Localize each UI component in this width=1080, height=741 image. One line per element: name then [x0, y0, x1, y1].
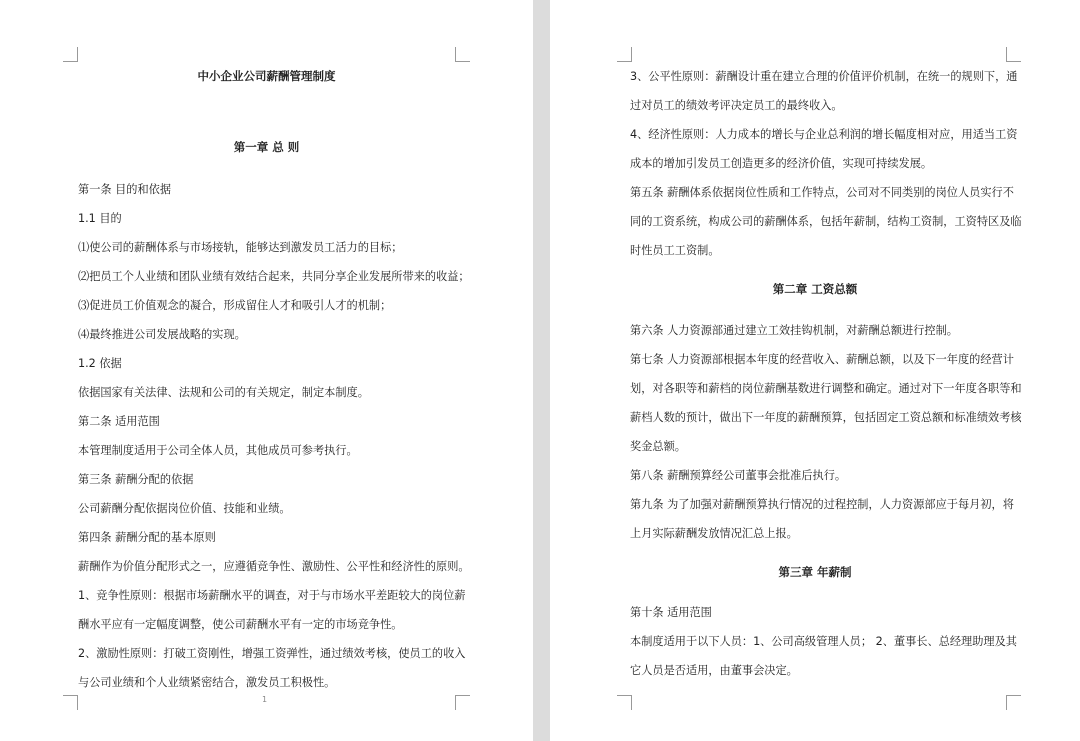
paragraph-line: 第十条 适用范围	[630, 606, 712, 619]
paragraph-line: 第九条 为了加强对薪酬预算执行情况的过程控制，人力资源部应于每月初，将	[630, 498, 1014, 511]
paragraph-line: 第六条 人力资源部通过建立工效挂钩机制，对薪酬总额进行控制。	[630, 324, 958, 337]
document-page-1	[0, 0, 533, 741]
page-number: 1	[262, 695, 268, 704]
paragraph-line: 本制度适用于以下人员：1、公司高级管理人员； 2、董事长、总经理助理及其	[630, 635, 1017, 648]
paragraph-line: 依据国家有关法律、法规和公司的有关规定，制定本制度。	[78, 386, 369, 399]
margin-corner-bottom-left	[63, 695, 78, 710]
paragraph-line: 第五条 薪酬体系依据岗位性质和工作特点，公司对不同类别的岗位人员实行不	[630, 186, 1014, 199]
paragraph-line: 薪酬作为价值分配形式之一，应遵循竞争性、激励性、公平性和经济性的原则。	[78, 560, 470, 573]
paragraph-line: 第七条 人力资源部根据本年度的经营收入、薪酬总额，以及下一年度的经营计	[630, 353, 1014, 366]
paragraph-line: 第八条 薪酬预算经公司董事会批准后执行。	[630, 469, 847, 482]
margin-corner-top-left	[63, 47, 78, 62]
paragraph-line: 1.2 依据	[78, 357, 122, 370]
margin-corner-top-right	[1006, 47, 1021, 62]
margin-corner-bottom-right	[1006, 695, 1021, 710]
paragraph-line: 本管理制度适用于公司全体人员，其他成员可参考执行。	[78, 444, 358, 457]
paragraph-line: ⑷最终推进公司发展战略的实现。	[78, 328, 246, 341]
page-2-body-c	[630, 598, 1017, 685]
chapter-heading-3: 第三章 年薪制	[778, 565, 852, 579]
document-page-2	[550, 0, 1080, 741]
paragraph-line: 上月实际薪酬发放情况汇总上报。	[630, 527, 798, 540]
document-title: 中小企业公司薪酬管理制度	[197, 69, 336, 83]
paragraph-line: 第三条 薪酬分配的依据	[78, 473, 194, 486]
margin-corner-top-left	[617, 47, 632, 62]
paragraph-line: 第二条 适用范围	[78, 415, 160, 428]
paragraph-line: 第一条 目的和依据	[78, 183, 172, 196]
margin-corner-bottom-left	[617, 695, 632, 710]
page-2-body-a	[630, 62, 1022, 265]
paragraph-line: 它人员是否适用，由董事会决定。	[630, 664, 798, 677]
paragraph-line: ⑴使公司的薪酬体系与市场接轨，能够达到激发员工活力的目标；	[78, 241, 403, 254]
paragraph-line: 1.1 目的	[78, 212, 122, 225]
paragraph-line: 划，对各职等和薪档的岗位薪酬基数进行调整和确定。通过对下一年度各职等和	[630, 382, 1022, 395]
paragraph-line: ⑶促进员工价值观念的凝合，形成留住人才和吸引人才的机制；	[78, 299, 392, 312]
page-2-body-b	[630, 316, 1022, 548]
paragraph-line: ⑵把员工个人业绩和团队业绩有效结合起来，共同分享企业发展所带来的收益；	[78, 270, 470, 283]
paragraph-line: 同的工资系统，构成公司的薪酬体系，包括年薪制，结构工资制，工资特区及临	[630, 215, 1022, 228]
chapter-heading-1: 第一章 总 则	[233, 140, 300, 154]
paragraph-line: 2、激励性原则：打破工资刚性，增强工资弹性，通过绩效考核，使员工的收入	[78, 647, 466, 660]
paragraph-line: 时性员工工资制。	[630, 244, 720, 257]
page-1-body	[78, 175, 470, 697]
chapter-heading-2: 第二章 工资总额	[772, 282, 858, 296]
paragraph-line: 3、公平性原则：薪酬设计重在建立合理的价值评价机制，在统一的规则下，通	[630, 70, 1018, 83]
paragraph-line: 过对员工的绩效考评决定员工的最终收入。	[630, 99, 843, 112]
margin-corner-top-right	[455, 47, 470, 62]
paragraph-line: 薪档人数的预计，做出下一年度的薪酬预算，包括固定工资总额和标准绩效考核	[630, 411, 1022, 424]
paragraph-line: 酬水平应有一定幅度调整，使公司薪酬水平有一定的市场竞争性。	[78, 618, 403, 631]
paragraph-line: 奖金总额。	[630, 440, 686, 453]
paragraph-line: 与公司业绩和个人业绩紧密结合，激发员工积极性。	[78, 676, 336, 689]
paragraph-line: 公司薪酬分配依据岗位价值、技能和业绩。	[78, 502, 291, 515]
paragraph-line: 成本的增加引发员工创造更多的经济价值，实现可持续发展。	[630, 157, 933, 170]
paragraph-line: 第四条 薪酬分配的基本原则	[78, 531, 216, 544]
margin-corner-bottom-right	[455, 695, 470, 710]
paragraph-line: 1、竞争性原则：根据市场薪酬水平的调查，对于与市场水平差距较大的岗位薪	[78, 589, 466, 602]
paragraph-line: 4、经济性原则：人力成本的增长与企业总利润的增长幅度相对应，用适当工资	[630, 128, 1018, 141]
